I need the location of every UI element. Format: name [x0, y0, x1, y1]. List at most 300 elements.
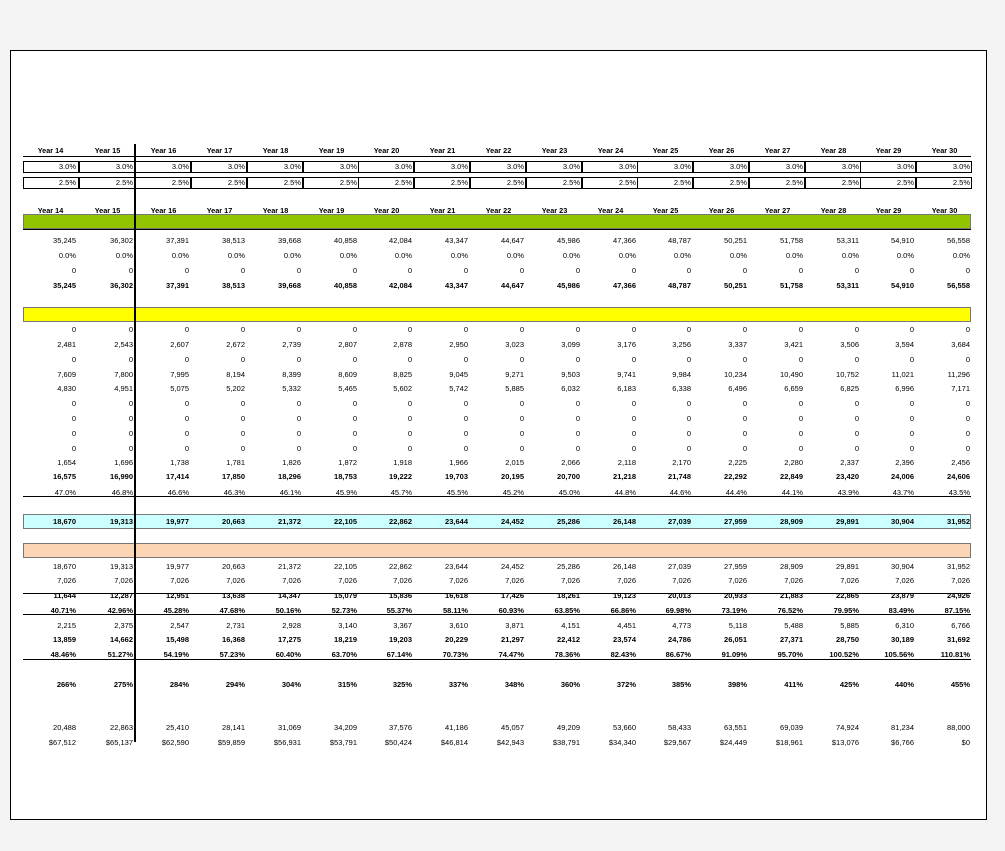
table-cell[interactable]: 16,618 [445, 591, 468, 600]
table-cell[interactable]: 22,292 [724, 472, 747, 481]
table-cell[interactable]: 0 [128, 399, 133, 408]
table-cell[interactable]: 1,738 [170, 458, 189, 467]
table-cell[interactable]: 43,347 [445, 281, 468, 290]
table-cell[interactable]: 8,399 [282, 370, 301, 379]
table-cell[interactable]: 0 [798, 414, 803, 423]
table-cell[interactable]: 0 [407, 444, 412, 453]
table-cell[interactable]: 20,663 [222, 562, 245, 571]
table-cell[interactable]: 48,787 [668, 236, 691, 245]
table-cell[interactable]: 58,433 [668, 723, 691, 732]
table-cell[interactable]: 3.0% [729, 162, 747, 171]
table-cell[interactable]: 100.52% [829, 650, 859, 659]
table-cell[interactable]: 23,879 [891, 591, 914, 600]
table-cell[interactable]: Year 27 [764, 206, 791, 215]
table-cell[interactable]: 7,026 [561, 576, 580, 585]
table-cell[interactable]: 315% [337, 680, 357, 689]
table-cell[interactable]: 0.0% [227, 251, 245, 260]
table-cell[interactable]: 45,057 [501, 723, 524, 732]
table-cell[interactable]: 19,313 [110, 562, 133, 571]
table-cell[interactable]: 2,170 [672, 458, 691, 467]
table-cell[interactable]: 73.19% [721, 606, 747, 615]
table-cell[interactable]: 18,219 [334, 635, 357, 644]
table-cell[interactable]: 0 [519, 429, 524, 438]
table-cell[interactable]: 0 [575, 444, 580, 453]
table-cell[interactable]: Year 19 [318, 206, 345, 215]
table-cell[interactable]: 2,950 [449, 340, 468, 349]
table-cell[interactable]: Year 28 [820, 146, 847, 155]
table-cell[interactable]: 275% [113, 680, 133, 689]
table-cell[interactable]: 0 [854, 355, 859, 364]
table-cell[interactable]: 42.96% [107, 606, 133, 615]
table-cell[interactable]: 30,904 [891, 562, 914, 571]
table-cell[interactable]: 0.0% [339, 251, 357, 260]
table-cell[interactable]: 19,313 [110, 517, 133, 526]
table-cell[interactable]: 0 [742, 414, 747, 423]
table-cell[interactable]: Year 28 [820, 206, 847, 215]
table-cell[interactable]: 348% [504, 680, 524, 689]
table-cell[interactable]: 0 [575, 325, 580, 334]
table-cell[interactable]: 0 [71, 444, 76, 453]
table-cell[interactable]: 31,069 [278, 723, 301, 732]
table-cell[interactable]: 3.0% [785, 162, 803, 171]
table-cell[interactable]: 3.0% [450, 162, 468, 171]
table-cell[interactable]: 6,032 [561, 384, 580, 393]
table-cell[interactable]: 2,481 [57, 340, 76, 349]
table-cell[interactable]: 0.0% [841, 251, 859, 260]
table-cell[interactable]: 27,959 [724, 517, 747, 526]
table-cell[interactable]: 6,496 [728, 384, 747, 393]
table-cell[interactable]: Year 29 [875, 206, 902, 215]
table-cell[interactable]: 22,849 [780, 472, 803, 481]
table-cell[interactable]: Year 25 [652, 206, 679, 215]
table-cell[interactable]: Year 19 [318, 146, 345, 155]
table-cell[interactable]: 36,302 [110, 281, 133, 290]
table-cell[interactable]: 30,904 [891, 517, 914, 526]
table-cell[interactable]: 110.81% [940, 650, 970, 659]
table-cell[interactable]: 20,663 [222, 517, 245, 526]
table-cell[interactable]: 11,296 [947, 370, 970, 379]
table-cell[interactable]: 25,410 [166, 723, 189, 732]
table-cell[interactable]: 3,023 [505, 340, 524, 349]
table-cell[interactable]: 17,426 [501, 591, 524, 600]
table-cell[interactable]: Year 15 [94, 146, 121, 155]
table-cell[interactable]: 8,609 [338, 370, 357, 379]
table-cell[interactable]: 2.5% [227, 178, 245, 187]
table-cell[interactable]: 0 [742, 444, 747, 453]
table-cell[interactable]: 0 [854, 444, 859, 453]
table-cell[interactable]: 1,872 [338, 458, 357, 467]
table-cell[interactable]: 56,558 [947, 236, 970, 245]
table-cell[interactable]: 15,836 [389, 591, 412, 600]
table-cell[interactable]: 7,995 [170, 370, 189, 379]
table-cell[interactable]: 24,606 [947, 472, 970, 481]
table-cell[interactable]: 3,684 [951, 340, 970, 349]
table-cell[interactable]: 1,826 [282, 458, 301, 467]
table-cell[interactable]: 0 [742, 266, 747, 275]
table-cell[interactable]: 86.67% [665, 650, 691, 659]
table-cell[interactable]: 325% [392, 680, 412, 689]
table-cell[interactable]: 0 [128, 266, 133, 275]
table-cell[interactable]: 18,753 [334, 472, 357, 481]
table-cell[interactable]: 0 [407, 414, 412, 423]
table-cell[interactable]: 0 [184, 414, 189, 423]
table-cell[interactable]: 2,878 [393, 340, 412, 349]
table-cell[interactable]: 0 [631, 355, 636, 364]
table-cell[interactable]: 0 [575, 355, 580, 364]
table-cell[interactable]: 7,026 [728, 576, 747, 585]
table-cell[interactable]: 51,758 [780, 281, 803, 290]
table-cell[interactable]: 0.0% [171, 251, 189, 260]
table-cell[interactable]: 0 [742, 399, 747, 408]
table-cell[interactable]: 0 [742, 355, 747, 364]
table-cell[interactable]: 0 [71, 414, 76, 423]
table-cell[interactable]: 7,026 [449, 576, 468, 585]
table-cell[interactable]: 0 [519, 399, 524, 408]
table-cell[interactable]: 0 [184, 429, 189, 438]
table-cell[interactable]: 284% [169, 680, 189, 689]
table-cell[interactable]: 0 [71, 429, 76, 438]
table-cell[interactable]: 60.93% [498, 606, 524, 615]
table-cell[interactable]: 81,234 [891, 723, 914, 732]
table-cell[interactable]: 0 [296, 266, 301, 275]
table-cell[interactable]: 2,225 [728, 458, 747, 467]
table-cell[interactable]: 0 [519, 355, 524, 364]
table-cell[interactable]: 0 [463, 266, 468, 275]
table-cell[interactable]: 26,148 [613, 562, 636, 571]
table-cell[interactable]: 0 [965, 355, 970, 364]
table-cell[interactable]: 19,222 [389, 472, 412, 481]
table-cell[interactable]: 0 [686, 429, 691, 438]
table-cell[interactable]: 37,391 [166, 281, 189, 290]
table-cell[interactable]: 45.0% [558, 488, 580, 497]
table-cell[interactable]: 26,051 [724, 635, 747, 644]
table-cell[interactable]: Year 21 [429, 206, 456, 215]
table-cell[interactable]: 5,118 [728, 621, 747, 630]
table-cell[interactable]: $56,931 [273, 738, 301, 747]
table-cell[interactable]: 0 [407, 429, 412, 438]
table-cell[interactable]: Year 24 [597, 146, 624, 155]
table-cell[interactable]: 0 [463, 414, 468, 423]
table-cell[interactable]: 14,662 [110, 635, 133, 644]
table-cell[interactable]: 455% [950, 680, 970, 689]
table-cell[interactable]: 18,296 [278, 472, 301, 481]
table-cell[interactable]: 0 [798, 444, 803, 453]
table-cell[interactable]: 79.95% [833, 606, 859, 615]
table-cell[interactable]: 3.0% [115, 162, 133, 171]
table-cell[interactable]: 2.5% [58, 178, 76, 187]
table-cell[interactable]: 105.56% [884, 650, 914, 659]
table-cell[interactable]: 0 [463, 399, 468, 408]
table-cell[interactable]: 21,297 [501, 635, 524, 644]
table-cell[interactable]: 0 [686, 325, 691, 334]
table-cell[interactable]: 27,039 [668, 517, 691, 526]
table-cell[interactable]: $29,567 [663, 738, 691, 747]
table-cell[interactable]: 39,668 [278, 281, 301, 290]
table-cell[interactable]: 3.0% [618, 162, 636, 171]
table-cell[interactable]: 21,883 [780, 591, 803, 600]
table-cell[interactable]: 54,910 [891, 236, 914, 245]
table-cell[interactable]: 67.14% [386, 650, 412, 659]
table-cell[interactable]: 0 [854, 414, 859, 423]
table-cell[interactable]: 5,885 [505, 384, 524, 393]
table-cell[interactable]: 0 [575, 414, 580, 423]
table-cell[interactable]: 411% [784, 680, 803, 689]
table-cell[interactable]: 2.5% [952, 178, 970, 187]
table-cell[interactable]: 87.15% [944, 606, 970, 615]
table-cell[interactable]: 0 [519, 325, 524, 334]
table-cell[interactable]: 294% [225, 680, 245, 689]
table-cell[interactable]: 0 [798, 355, 803, 364]
table-cell[interactable]: 69.98% [665, 606, 691, 615]
table-cell[interactable]: 7,171 [951, 384, 970, 393]
table-cell[interactable]: 31,692 [947, 635, 970, 644]
table-cell[interactable]: 57.23% [219, 650, 245, 659]
table-cell[interactable]: 9,741 [617, 370, 636, 379]
table-cell[interactable]: 0 [854, 399, 859, 408]
table-cell[interactable]: 10,234 [724, 370, 747, 379]
table-cell[interactable]: 0 [71, 325, 76, 334]
table-cell[interactable]: 0 [463, 429, 468, 438]
table-cell[interactable]: 22,862 [389, 517, 412, 526]
table-cell[interactable]: 0 [184, 355, 189, 364]
table-cell[interactable]: 37,391 [166, 236, 189, 245]
table-cell[interactable]: 7,026 [784, 576, 803, 585]
table-cell[interactable]: 6,825 [840, 384, 859, 393]
table-cell[interactable]: Year 30 [931, 146, 958, 155]
table-cell[interactable]: 0 [965, 325, 970, 334]
table-cell[interactable]: 7,026 [393, 576, 412, 585]
table-cell[interactable]: 5,602 [393, 384, 412, 393]
table-cell[interactable]: 2.5% [841, 178, 859, 187]
table-cell[interactable]: 11,021 [891, 370, 914, 379]
table-cell[interactable]: 5,742 [449, 384, 468, 393]
table-cell[interactable]: 0 [407, 266, 412, 275]
table-cell[interactable]: 60.40% [275, 650, 301, 659]
table-cell[interactable]: 0 [965, 414, 970, 423]
table-cell[interactable]: 3,506 [840, 340, 859, 349]
table-cell[interactable]: 31,952 [947, 562, 970, 571]
table-cell[interactable]: Year 29 [875, 146, 902, 155]
table-cell[interactable]: 44.4% [725, 488, 747, 497]
table-cell[interactable]: 20,195 [501, 472, 524, 481]
table-cell[interactable]: 46.1% [279, 488, 301, 497]
table-cell[interactable]: 0 [184, 325, 189, 334]
table-cell[interactable]: 18,261 [557, 591, 580, 600]
table-cell[interactable]: 21,218 [613, 472, 636, 481]
table-cell[interactable]: 0 [352, 355, 357, 364]
table-cell[interactable]: 0 [575, 399, 580, 408]
table-cell[interactable]: 55.37% [386, 606, 412, 615]
table-cell[interactable]: Year 24 [597, 206, 624, 215]
table-cell[interactable]: 0.0% [729, 251, 747, 260]
table-cell[interactable]: $42,943 [496, 738, 524, 747]
table-cell[interactable]: 0.0% [673, 251, 691, 260]
table-cell[interactable]: 0 [686, 444, 691, 453]
table-cell[interactable]: 0 [128, 414, 133, 423]
table-cell[interactable]: 27,371 [780, 635, 803, 644]
table-cell[interactable]: 6,310 [895, 621, 914, 630]
table-cell[interactable]: Year 22 [485, 206, 512, 215]
table-cell[interactable]: 0 [352, 266, 357, 275]
table-cell[interactable]: 2,807 [338, 340, 357, 349]
table-cell[interactable]: 3,337 [728, 340, 747, 349]
table-cell[interactable]: 0 [240, 266, 245, 275]
table-cell[interactable]: 46.3% [223, 488, 245, 497]
table-cell[interactable]: 5,202 [226, 384, 245, 393]
table-cell[interactable]: 25,286 [557, 562, 580, 571]
table-cell[interactable]: 45.9% [335, 488, 357, 497]
table-cell[interactable]: 1,654 [57, 458, 76, 467]
table-cell[interactable]: 2,731 [226, 621, 245, 630]
table-cell[interactable]: 20,933 [724, 591, 747, 600]
table-cell[interactable]: 440% [894, 680, 914, 689]
table-cell[interactable]: 0 [407, 355, 412, 364]
table-cell[interactable]: 19,977 [166, 517, 189, 526]
table-cell[interactable]: 1,781 [226, 458, 245, 467]
table-cell[interactable]: 7,026 [338, 576, 357, 585]
table-cell[interactable]: 3,099 [561, 340, 580, 349]
table-cell[interactable]: 2,015 [505, 458, 524, 467]
table-cell[interactable]: 0 [965, 429, 970, 438]
table-cell[interactable]: 76.52% [777, 606, 803, 615]
table-cell[interactable]: 0 [128, 429, 133, 438]
table-cell[interactable]: 0 [240, 444, 245, 453]
table-cell[interactable]: 19,703 [445, 472, 468, 481]
table-cell[interactable]: 0.0% [58, 251, 76, 260]
table-cell[interactable]: 23,644 [445, 562, 468, 571]
table-cell[interactable]: 0.0% [115, 251, 133, 260]
table-cell[interactable]: Year 18 [262, 146, 289, 155]
table-cell[interactable]: 25,286 [557, 517, 580, 526]
table-cell[interactable]: 0 [128, 325, 133, 334]
table-cell[interactable]: 6,996 [895, 384, 914, 393]
table-cell[interactable]: 58.11% [442, 606, 468, 615]
table-cell[interactable]: 44.8% [614, 488, 636, 497]
table-cell[interactable]: 6,183 [617, 384, 636, 393]
table-cell[interactable]: 2.5% [394, 178, 412, 187]
table-cell[interactable]: 26,148 [613, 517, 636, 526]
table-cell[interactable]: Year 15 [94, 206, 121, 215]
table-cell[interactable]: 22,862 [389, 562, 412, 571]
table-cell[interactable]: 0 [742, 429, 747, 438]
table-cell[interactable]: 2,118 [617, 458, 636, 467]
table-cell[interactable]: 46.6% [167, 488, 189, 497]
table-cell[interactable]: 0 [909, 414, 914, 423]
table-cell[interactable]: 0 [798, 429, 803, 438]
table-cell[interactable]: 46.8% [111, 488, 133, 497]
table-cell[interactable]: 48,787 [668, 281, 691, 290]
table-cell[interactable]: 91.09% [721, 650, 747, 659]
table-cell[interactable]: 0 [519, 266, 524, 275]
table-cell[interactable]: 48.46% [50, 650, 76, 659]
table-cell[interactable]: 0 [686, 266, 691, 275]
table-cell[interactable]: 0.0% [896, 251, 914, 260]
table-cell[interactable]: 7,026 [617, 576, 636, 585]
table-cell[interactable]: 6,766 [951, 621, 970, 630]
table-cell[interactable]: 0 [71, 266, 76, 275]
table-cell[interactable]: 22,105 [334, 517, 357, 526]
table-cell[interactable]: Year 21 [429, 146, 456, 155]
table-cell[interactable]: 53,311 [836, 236, 859, 245]
table-cell[interactable]: 2.5% [115, 178, 133, 187]
table-cell[interactable]: 53,660 [613, 723, 636, 732]
table-cell[interactable]: 7,026 [840, 576, 859, 585]
table-cell[interactable]: 21,748 [668, 472, 691, 481]
table-cell[interactable]: 0.0% [506, 251, 524, 260]
table-cell[interactable]: 19,123 [613, 591, 636, 600]
table-cell[interactable]: 0 [71, 399, 76, 408]
table-cell[interactable]: $13,076 [831, 738, 859, 747]
table-cell[interactable]: 2.5% [562, 178, 580, 187]
table-cell[interactable]: 2,543 [114, 340, 133, 349]
table-cell[interactable]: 0.0% [450, 251, 468, 260]
table-cell[interactable]: 4,773 [672, 621, 691, 630]
table-cell[interactable]: 0 [128, 355, 133, 364]
table-cell[interactable]: 2,280 [784, 458, 803, 467]
table-cell[interactable]: 8,194 [226, 370, 245, 379]
table-cell[interactable]: 0 [631, 325, 636, 334]
table-cell[interactable]: 3.0% [339, 162, 357, 171]
table-cell[interactable]: 2,928 [282, 621, 301, 630]
table-cell[interactable]: 2.5% [618, 178, 636, 187]
table-cell[interactable]: 28,909 [780, 517, 803, 526]
table-cell[interactable]: 7,026 [226, 576, 245, 585]
table-cell[interactable]: Year 25 [652, 146, 679, 155]
table-cell[interactable]: 45.28% [163, 606, 189, 615]
table-cell[interactable]: $0 [961, 738, 970, 747]
table-cell[interactable]: 2,337 [840, 458, 859, 467]
table-cell[interactable]: 3,421 [784, 340, 803, 349]
table-cell[interactable]: 42,084 [389, 281, 412, 290]
table-cell[interactable]: 398% [727, 680, 747, 689]
table-cell[interactable]: 38,513 [222, 236, 245, 245]
table-cell[interactable]: 3,176 [617, 340, 636, 349]
table-cell[interactable]: 2.5% [729, 178, 747, 187]
table-cell[interactable]: 28,750 [836, 635, 859, 644]
table-cell[interactable]: 7,026 [57, 576, 76, 585]
table-cell[interactable]: 8,825 [393, 370, 412, 379]
table-cell[interactable]: 74.47% [498, 650, 524, 659]
table-cell[interactable]: 45,986 [557, 281, 580, 290]
table-cell[interactable]: 49,209 [557, 723, 580, 732]
table-cell[interactable]: 2.5% [673, 178, 691, 187]
table-cell[interactable]: 24,452 [501, 517, 524, 526]
table-cell[interactable]: 20,229 [445, 635, 468, 644]
table-cell[interactable]: 337% [448, 680, 468, 689]
table-cell[interactable]: $38,791 [552, 738, 580, 747]
table-cell[interactable]: Year 23 [541, 146, 568, 155]
table-cell[interactable]: 2.5% [171, 178, 189, 187]
table-cell[interactable]: Year 27 [764, 146, 791, 155]
table-cell[interactable]: 20,700 [557, 472, 580, 481]
table-cell[interactable]: 2.5% [506, 178, 524, 187]
table-cell[interactable]: Year 20 [373, 146, 400, 155]
table-cell[interactable]: 0.0% [618, 251, 636, 260]
table-cell[interactable]: 0 [909, 325, 914, 334]
table-cell[interactable]: 2.5% [283, 178, 301, 187]
table-cell[interactable]: 20,013 [668, 591, 691, 600]
table-cell[interactable]: 18,670 [53, 562, 76, 571]
table-cell[interactable]: 15,079 [334, 591, 357, 600]
table-cell[interactable]: 304% [281, 680, 301, 689]
table-cell[interactable]: 0 [631, 266, 636, 275]
table-cell[interactable]: 44.6% [669, 488, 691, 497]
table-cell[interactable]: 3,367 [393, 621, 412, 630]
table-cell[interactable]: 0 [296, 444, 301, 453]
table-cell[interactable]: 0 [71, 355, 76, 364]
table-cell[interactable]: 7,026 [895, 576, 914, 585]
table-cell[interactable]: 66.86% [610, 606, 636, 615]
